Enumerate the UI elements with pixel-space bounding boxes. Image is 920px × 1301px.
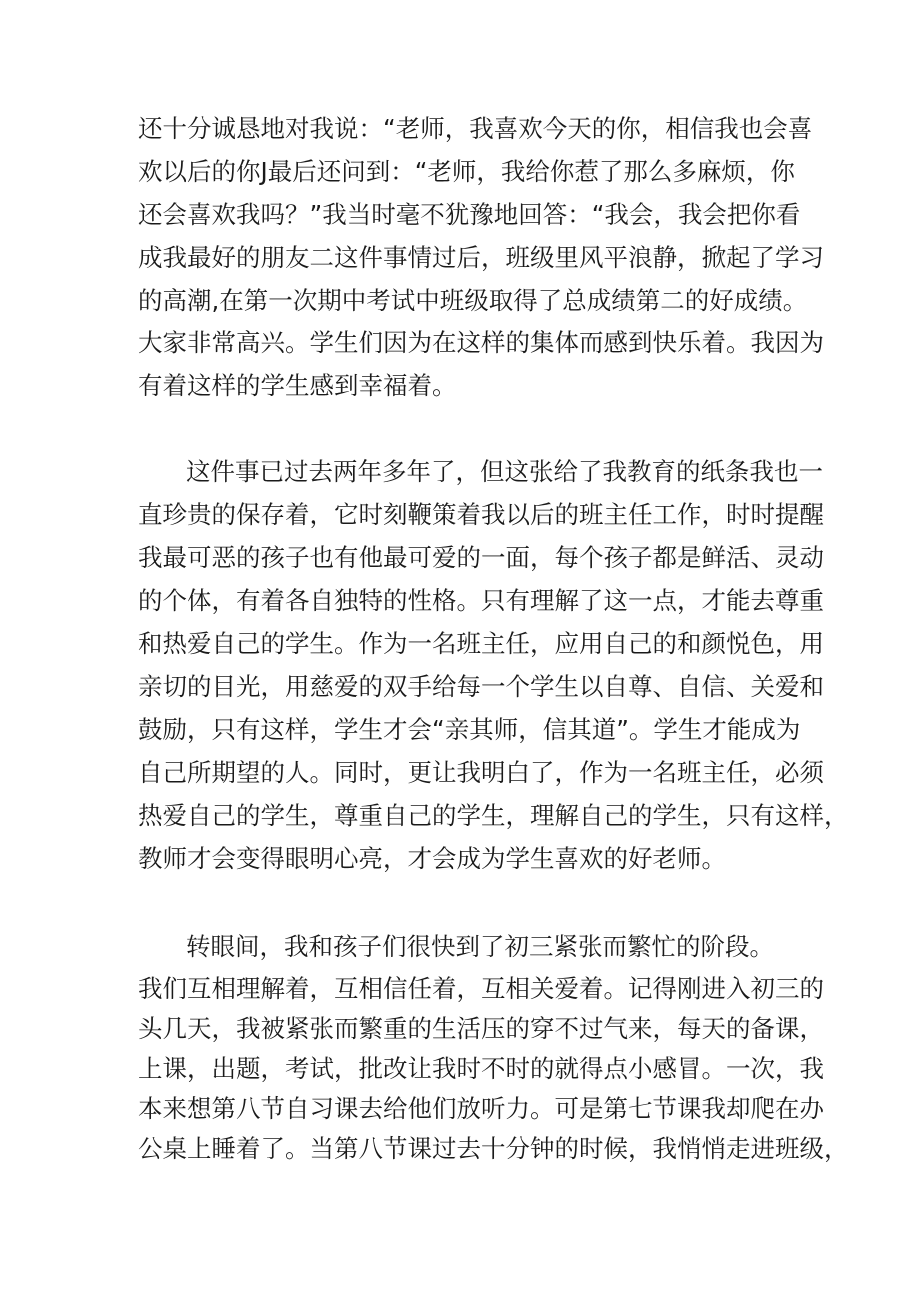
paragraph-3-line-4: 上课，出题，考试，批改让我时不时的就得点小感冒。一次，我	[138, 1054, 824, 1083]
paragraph-3-line-5: 本来想第八节自习课去给他们放听力。可是第七节课我却爬在办	[138, 1094, 824, 1123]
paragraph-2-line-8: 自己所期望的人。同时，更让我明白了，作为一名班主任，必须	[138, 758, 824, 787]
paragraph-2-line-10: 教师才会变得眼明心亮，才会成为学生喜欢的好老师。	[138, 844, 726, 873]
paragraph-1-line-7: 有着这样的学生感到幸福着。	[138, 371, 457, 400]
paragraph-2-line-9: 热爱自己的学生，尊重自己的学生，理解自己的学生，只有这样，	[138, 801, 849, 830]
paragraph-2-line-7: 鼓励，只有这样，学生才会“亲其师，信其道”。学生才能成为	[138, 715, 801, 744]
paragraph-2-line-2: 直珍贵的保存着，它时刻鞭策着我以后的班主任工作，时时提醒	[138, 500, 824, 529]
paragraph-3-line-6: 公桌上睡着了。当第八节课过去十分钟的时候，我悄悄走进班级，	[138, 1134, 849, 1163]
paragraph-1-line-2: 欢以后的你J最后还问到：“老师，我给你惹了那么多麻烦，你	[138, 157, 795, 186]
paragraph-1-line-1: 还十分诚恳地对我说：“老师，我喜欢今天的你，相信我也会喜	[138, 114, 813, 143]
paragraph-1-line-5: 的高潮,在第一次期中考试中班级取得了总成绩第二的好成绩。	[138, 286, 808, 315]
paragraph-3-line-3: 头几天，我被紧张而繁重的生活压的穿不过气来，每天的备课，	[138, 1014, 824, 1043]
paragraph-2-line-4: 的个体，有着各自独特的性格。只有理解了这一点，才能去尊重	[138, 586, 824, 615]
paragraph-3-line-2: 我们互相理解着，互相信任着，互相关爱着。记得刚进入初三的	[138, 974, 824, 1003]
paragraph-2-line-1: 这件事已过去两年多年了，但这张给了我教育的纸条我也一	[186, 457, 823, 486]
paragraph-1-line-3: 还会喜欢我吗？”我当时毫不犹豫地回答：“我会，我会把你看	[138, 200, 801, 229]
paragraph-1-line-6: 大家非常高兴。学生们因为在这样的集体而感到快乐着。我因为	[138, 328, 824, 357]
paragraph-2-line-6: 亲切的目光，用慈爱的双手给每一个学生以自尊、自信、关爱和	[138, 672, 824, 701]
paragraph-2-line-5: 和热爱自己的学生。作为一名班主任，应用自己的和颜悦色，用	[138, 629, 824, 658]
paragraph-1-line-4: 成我最好的朋友二这件事情过后，班级里风平浪静，掀起了学习	[138, 243, 824, 272]
paragraph-2-line-3: 我最可恶的孩子也有他最可爱的一面，每个孩子都是鲜活、灵动	[138, 543, 824, 572]
paragraph-3-line-1: 转眼间，我和孩子们很快到了初三紧张而繁忙的阶段。	[186, 932, 774, 961]
